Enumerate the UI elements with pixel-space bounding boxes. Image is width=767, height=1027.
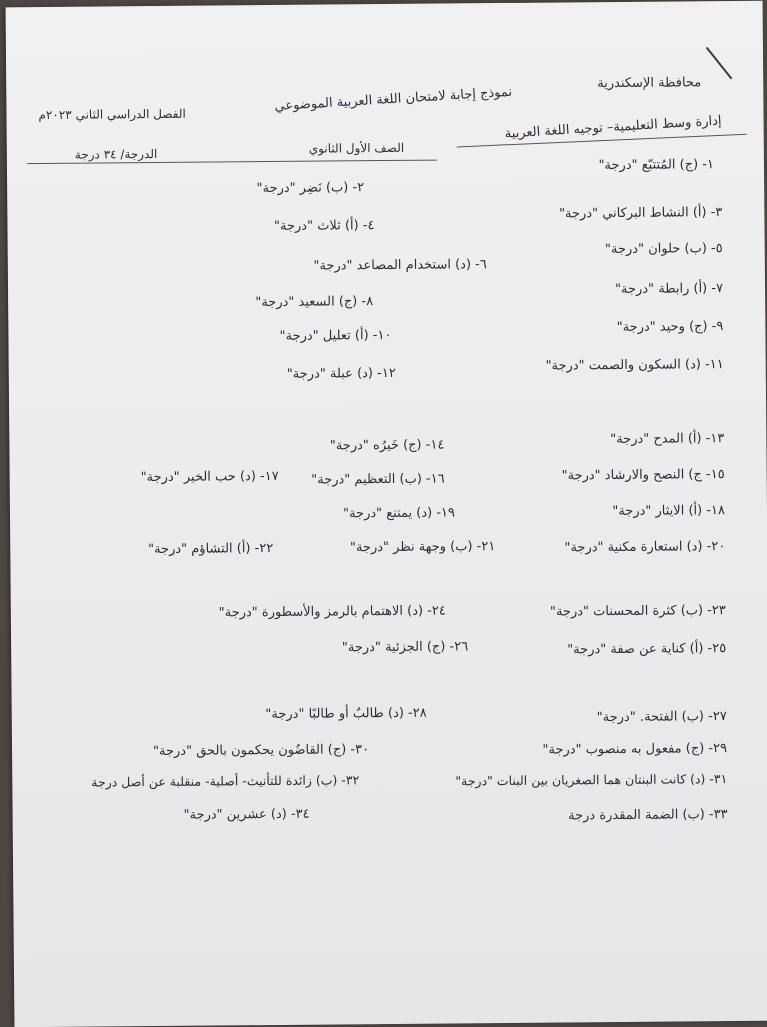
answer-item: ٢٤- (د) الاهتمام بالرمز والأسطورة "درجة" — [218, 603, 446, 621]
answer-item: ٣٠- (ج) القاضُون يحكمون بالحق "درجة" — [152, 742, 370, 760]
grade-label: الصف الأول الثانوي — [308, 140, 405, 156]
answer-item: ١٨- (أ) الايثار "درجة" — [612, 503, 726, 520]
answer-item: ٢١- (ب) وجهة نظر "درجة" — [349, 539, 496, 556]
answer-item: ١٩- (د) يمتنع "درجة" — [343, 505, 456, 522]
answer-item: ٢٦- (ج) الجزئية "درجة" — [341, 639, 469, 656]
answer-item: ١٤- (ج) خَيرُه "درجة" — [329, 437, 445, 454]
answer-item: ٣١- (د) كانت البنتان هما الصغريان بين البنات "درجة" — [455, 771, 728, 789]
answer-item: ٩- (ج) وحيد "درجة" — [616, 319, 724, 336]
answer-item: ١١- (د) السكون والصمت "درجة" — [545, 357, 724, 374]
answer-item: ١٥- ج) النصح والارشاد "درجة" — [561, 467, 725, 484]
answer-item: ١٧- (د) حب الخير "درجة" — [140, 468, 279, 486]
exam-title: نموذج إجابة لامتحان اللغة العربية الموضوعي — [274, 84, 513, 115]
answer-item: ٣٢- (ب) زائدة للتأنيث- أصلية- منقلبة عن أصل درجة — [91, 772, 360, 790]
term-label: الفصل الدراسي الثاني ٢٠٢٣م — [38, 106, 186, 123]
answer-item: ٢٨- (د) طالبٌ أو طالبًا "درجة" — [265, 705, 427, 723]
total-score: الدرجة/ ٣٤ درجة — [74, 147, 158, 162]
answer-item: ٢٣- (ب) كثرة المحسنات "درجة" — [549, 603, 726, 620]
answer-item: ١٦- (ب) التعظيم "درجة" — [311, 471, 445, 488]
answer-key-sheet — [6, 1, 767, 1027]
answer-item: ٧- (أ) رابطة "درجة" — [614, 281, 724, 298]
answer-item: ٤- (أ) ثلاث "درجة" — [273, 218, 375, 234]
answer-item: ٦- (د) استخدام المصاعد "درجة" — [313, 257, 487, 274]
answer-item: ١٠- (أ) تعليل "درجة" — [279, 327, 392, 344]
answer-item: ٥- (ب) حلوان "درجة" — [604, 241, 723, 258]
answer-item: ٣- (أ) النشاط البركاني "درجة" — [558, 205, 723, 222]
governorate-label: محافظة الإسكندرية — [597, 75, 702, 92]
answer-item: ١- (ج) المُتتبّع "درجة" — [598, 157, 715, 174]
pen-mark — [706, 47, 732, 80]
answer-item: ٨- (ج) السعيد "درجة" — [255, 294, 374, 311]
answer-item: ١٢- (د) عبلة "درجة" — [286, 365, 396, 382]
answer-item: ٣٣- (ب) الضمة المقدرة درجة — [568, 807, 728, 824]
answer-item: ٢٥- (أ) كناية عن صفة "درجة" — [567, 641, 727, 658]
answer-item: ٢- (ب) نَضِر "درجة" — [256, 180, 365, 197]
answer-item: ١٣- (أ) المدح "درجة" — [610, 431, 725, 448]
answer-item: ٣٤- (د) عشرين "درجة" — [183, 806, 310, 823]
answer-item: ٢٠- (د) استعارة مكنية "درجة" — [564, 539, 726, 556]
answer-item: ٢٩- (ج) مفعول به منصوب "درجة" — [542, 741, 728, 758]
answer-item: ٢٢- (أ) التشاؤم "درجة" — [148, 541, 274, 558]
answer-item: ٢٧- (ب) الفتحة. "درجة" — [596, 709, 727, 726]
administration-label: إدارة وسط التعليمية– توجيه اللغة العربية — [504, 113, 722, 142]
